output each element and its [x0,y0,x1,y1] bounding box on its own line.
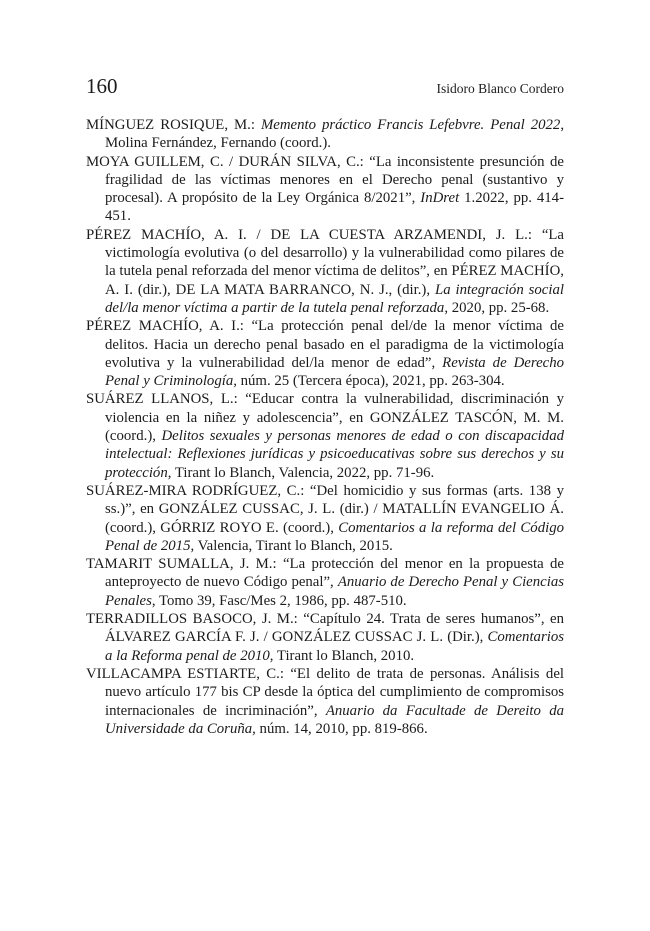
reference-text: 1.2022, pp. 414-451. [105,190,565,225]
reference-title: Anuario da Facultade de Dereito da Universidade da Coruña [105,702,564,737]
reference-text: , Valencia, Tirant lo Blanch, 2015. [190,537,393,554]
reference-text: TERRADILLOS BASOCO, J. M.: “Capítulo 24. Trata de seres humanos”, en ÁLVAREZ GARCÍA F. J. / GONZÁLEZ CUSSAC J. L. (Dir.), [86,611,564,646]
reference-title: Memento práctico Francis Lefebvre. Penal 2022 [260,117,561,133]
reference-text: VILLACAMPA ESTIARTE, C.: “El delito de trata de personas. Análisis del nuevo artículo 177 bis CP desde la óptica del cumplimiento de compromisos internacionales de incriminación”, [86,665,564,719]
reference-text: TAMARIT SUMALLA, J. M.: “La protección del menor en la propuesta de anteproyecto de nuevo Código penal”, [86,556,564,591]
reference-text: , 2020, pp. 25-68. [444,299,550,316]
reference-title: Revista de Derecho Penal y Criminología [105,354,564,390]
reference-text: , Tomo 39, Fasc/Mes 2, 1986, pp. 487-510. [151,592,407,609]
reference-title: Anuario de Derecho Penal y Ciencias Penales [105,574,564,609]
reference-entry-terradillos [86,610,564,665]
reference-entry-villacampa [86,665,564,738]
reference-entry-tamarit [86,555,564,610]
reference-text: SUÁREZ-MIRA RODRÍGUEZ, C.: “Del homicidio y sus formas (arts. 138 y ss.)”, en GONZÁLEZ CUSSAC, J. L. (dir.) / MATALLÍN EVANGELIO Á. (coord.), GÓRRIZ ROYO E. (coord.), [86,482,564,536]
reference-entry-suarez-mira [86,482,564,555]
reference-title: La integración social del/la menor víctima a partir de la tutela penal reforzada [105,281,564,316]
reference-text: PÉREZ MACHÍO, A. I. / DE LA CUESTA ARZAMENDI, J. L.: “La victimología evolutiva (o del desarrollo) y la vulnerabilidad como pilares de la tutela penal reforzada del menor víctima de delitos”, en PÉREZ MACHÍO, A. I. (dir.), DE LA MATA BARRANCO, N. J., (dir.), [86,226,564,298]
reference-title: Comentarios a la Reforma penal de 2010 [105,629,564,664]
reference-text: , Tirant lo Blanch, 2010. [269,647,415,664]
page-header [86,74,564,99]
reference-entry-minguez [86,116,564,153]
reference-entry-perez-2 [86,317,564,390]
reference-text: , núm. 25 (Tercera época), 2021, pp. 263-304. [233,373,505,390]
reference-text: PÉREZ MACHÍO, A. I.: “La protección penal del/de la menor víctima de delitos. Hacia un derecho penal basado en el paradigma de la victimología evolutiva y la vulnerabilidad del/la menor de edad”, [86,318,564,371]
reference-entry-moya [86,153,564,226]
reference-entry-perez-1 [86,226,564,317]
reference-title: InDret [420,190,460,207]
reference-title: Comentarios a la reforma del Código Penal de 2015 [105,519,565,554]
reference-text: MÍNGUEZ ROSIQUE, M.: [86,117,261,133]
reference-title: Delitos sexuales y personas menores de edad o con discapacidad intelectual: Reflexiones jurídicas y psicoeducativas sobre sus derechos y su protección [105,428,564,481]
reference-text: , núm. 14, 2010, pp. 819-866. [252,720,428,737]
reference-entry-suarez-llanos [86,390,564,481]
running-head: Isidoro Blanco Cordero [436,81,564,96]
page-number: 160 [86,74,118,98]
reference-text: SUÁREZ LLANOS, L.: “Educar contra la vulnerabilidad, discriminación y violencia en la niñez y adolescencia”, en GONZÁLEZ TASCÓN, M. M. (coord.), [86,391,564,445]
bibliography-list [86,116,564,738]
reference-text: , Molina Fernández, Fernando (coord.). [105,117,565,152]
reference-text: , Tirant lo Blanch, Valencia, 2022, pp. 71-96. [167,464,435,481]
reference-text: MOYA GUILLEM, C. / DURÁN SILVA, C.: “La inconsistente presunción de fragilidad de las víctimas menores en el Derecho penal (sustantivo y procesal). A propósito de la Ley Orgánica 8/2021”, [86,153,564,207]
